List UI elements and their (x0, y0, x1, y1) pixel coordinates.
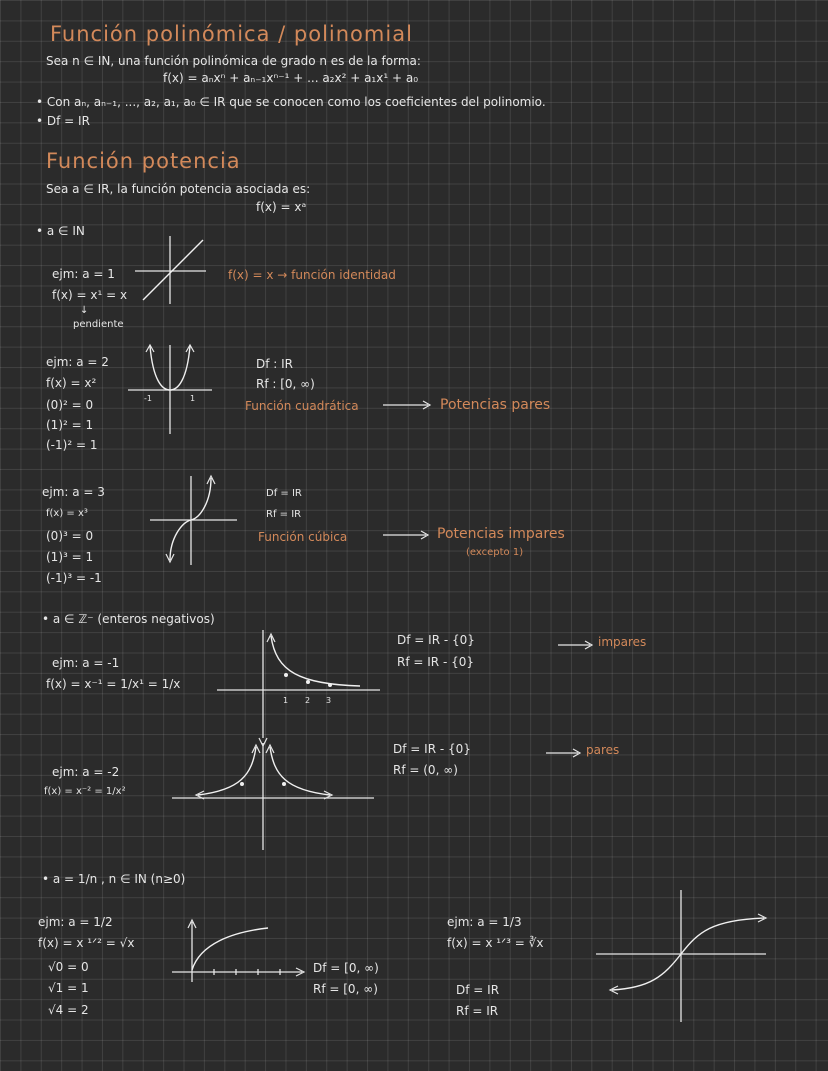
potencia-formula: f(x) = xᵃ (256, 200, 307, 214)
ex2-eval-neg1: (-1)² = 1 (46, 438, 98, 452)
raiz1-dominio: Df = [0, ∞) (313, 961, 379, 975)
raiz1-eval-4: √4 = 2 (48, 1003, 89, 1017)
neg2-rango: Rf = (0, ∞) (393, 763, 458, 777)
ex1-pendiente-label: pendiente (73, 319, 124, 330)
neg2-dominio: Df = IR - {0} (393, 742, 471, 756)
ex3-function: f(x) = x³ (46, 508, 88, 519)
ex1-down-arrow: ↓ (80, 305, 89, 316)
ex3-eval-0: (0)³ = 0 (46, 529, 94, 543)
neg1-tick-1: 1 (283, 696, 289, 705)
graph-inverse-square-right-curve (270, 747, 330, 795)
polinomica-formula: f(x) = aₙxⁿ + aₙ₋₁xⁿ⁻¹ + ... a₂x² + a₁x¹ + a₀ (163, 71, 419, 85)
neg2-function: f(x) = x⁻² = 1/x² (44, 786, 126, 797)
graph-hyperbola-point-2 (306, 680, 310, 684)
graph-inverse-square-point-left (240, 782, 244, 786)
ex2-tick-neg1: -1 (144, 394, 152, 403)
ex1-a-value: ejm: a = 1 (52, 267, 115, 281)
polinomica-definition: Sea n ∈ IN, una función polinómica de grado n es de la forma: (46, 54, 421, 68)
graph-inverse-square-left-curve (198, 747, 256, 795)
result-arrows (383, 401, 592, 757)
graph-hyperbola-curve (271, 636, 360, 686)
ex2-dominio: Df : IR (256, 357, 294, 371)
ex2-a-value: ejm: a = 2 (46, 355, 109, 369)
natural-heading: • a ∈ IN (36, 224, 85, 238)
potencia-definition: Sea a ∈ IR, la función potencia asociada es: (46, 182, 311, 196)
raiz2-rango: Rf = IR (456, 1004, 499, 1018)
neg1-function: f(x) = x⁻¹ = 1/x¹ = 1/x (46, 677, 181, 691)
ex3-rango: Rf = IR (266, 509, 302, 520)
raiz2-dominio: Df = IR (456, 983, 500, 997)
graph-parabola (128, 345, 212, 434)
graph-sqrt (172, 920, 304, 982)
polinomica-bullet-dominio: • Df = IR (36, 114, 90, 128)
negativos-heading: • a ∈ ℤ⁻ (enteros negativos) (42, 612, 215, 626)
raiz1-a-value: ejm: a = 1/2 (38, 915, 113, 929)
graph-hyperbola (217, 630, 380, 746)
graph-identity-line (143, 240, 203, 300)
graph-hyperbola-point-3 (328, 683, 332, 687)
graph-hyperbola-point-1 (284, 673, 288, 677)
ex1-function: f(x) = x¹ = x (52, 288, 128, 302)
potencia-title: Función potencia (46, 149, 241, 173)
raiz2-function: f(x) = x ¹ᐟ³ = ∛x (447, 936, 544, 950)
neg2-a-value: ejm: a = -2 (52, 765, 120, 779)
polinomica-title: Función polinómica / polinomial (50, 22, 413, 46)
neg1-tick-3: 3 (326, 696, 332, 705)
raiz1-function: f(x) = x ¹ᐟ² = √x (38, 936, 135, 950)
neg2-result: pares (586, 743, 620, 757)
neg1-tick-2: 2 (305, 696, 311, 705)
neg1-dominio: Df = IR - {0} (397, 633, 475, 647)
raiz2-a-value: ejm: a = 1/3 (447, 915, 522, 929)
ex2-eval-0: (0)² = 0 (46, 398, 94, 412)
graph-sqrt-curve (192, 928, 268, 970)
graph-inverse-square (172, 743, 374, 850)
ex3-name: Función cúbica (258, 530, 348, 544)
graph-cubic (150, 476, 237, 565)
graph-cbrt (596, 890, 766, 1022)
ex3-eval-neg1: (-1)³ = -1 (46, 571, 102, 585)
raiz-heading: • a = 1/n , n ∈ IN (n≥0) (42, 872, 186, 886)
ex3-a-value: ejm: a = 3 (42, 485, 105, 499)
ex1-note-identidad: f(x) = x → función identidad (228, 268, 396, 282)
neg1-a-value: ejm: a = -1 (52, 656, 120, 670)
ex2-result: Potencias pares (440, 397, 551, 413)
raiz1-rango: Rf = [0, ∞) (313, 982, 378, 996)
polinomica-bullet-coeficientes: • Con aₙ, aₙ₋₁, ..., a₂, a₁, a₀ ∈ IR que se conocen como los coeficientes del polinomio. (36, 95, 546, 109)
raiz1-eval-1: √1 = 1 (48, 981, 89, 995)
neg1-result: impares (598, 635, 647, 649)
ex3-result: Potencias impares (437, 526, 565, 542)
ex2-function: f(x) = x² (46, 376, 97, 390)
ex3-eval-1: (1)³ = 1 (46, 550, 94, 564)
ex2-name: Función cuadrática (245, 399, 359, 413)
ex2-rango: Rf : [0, ∞) (256, 377, 315, 391)
neg1-rango: Rf = IR - {0} (397, 655, 474, 669)
graph-identity (135, 236, 206, 304)
ex2-tick-1: 1 (190, 394, 196, 403)
ex2-eval-1: (1)² = 1 (46, 418, 94, 432)
graph-inverse-square-point-right (282, 782, 286, 786)
ex3-result-note: (excepto 1) (466, 547, 524, 558)
raiz1-eval-0: √0 = 0 (48, 960, 89, 974)
ex3-dominio: Df = IR (266, 488, 302, 499)
